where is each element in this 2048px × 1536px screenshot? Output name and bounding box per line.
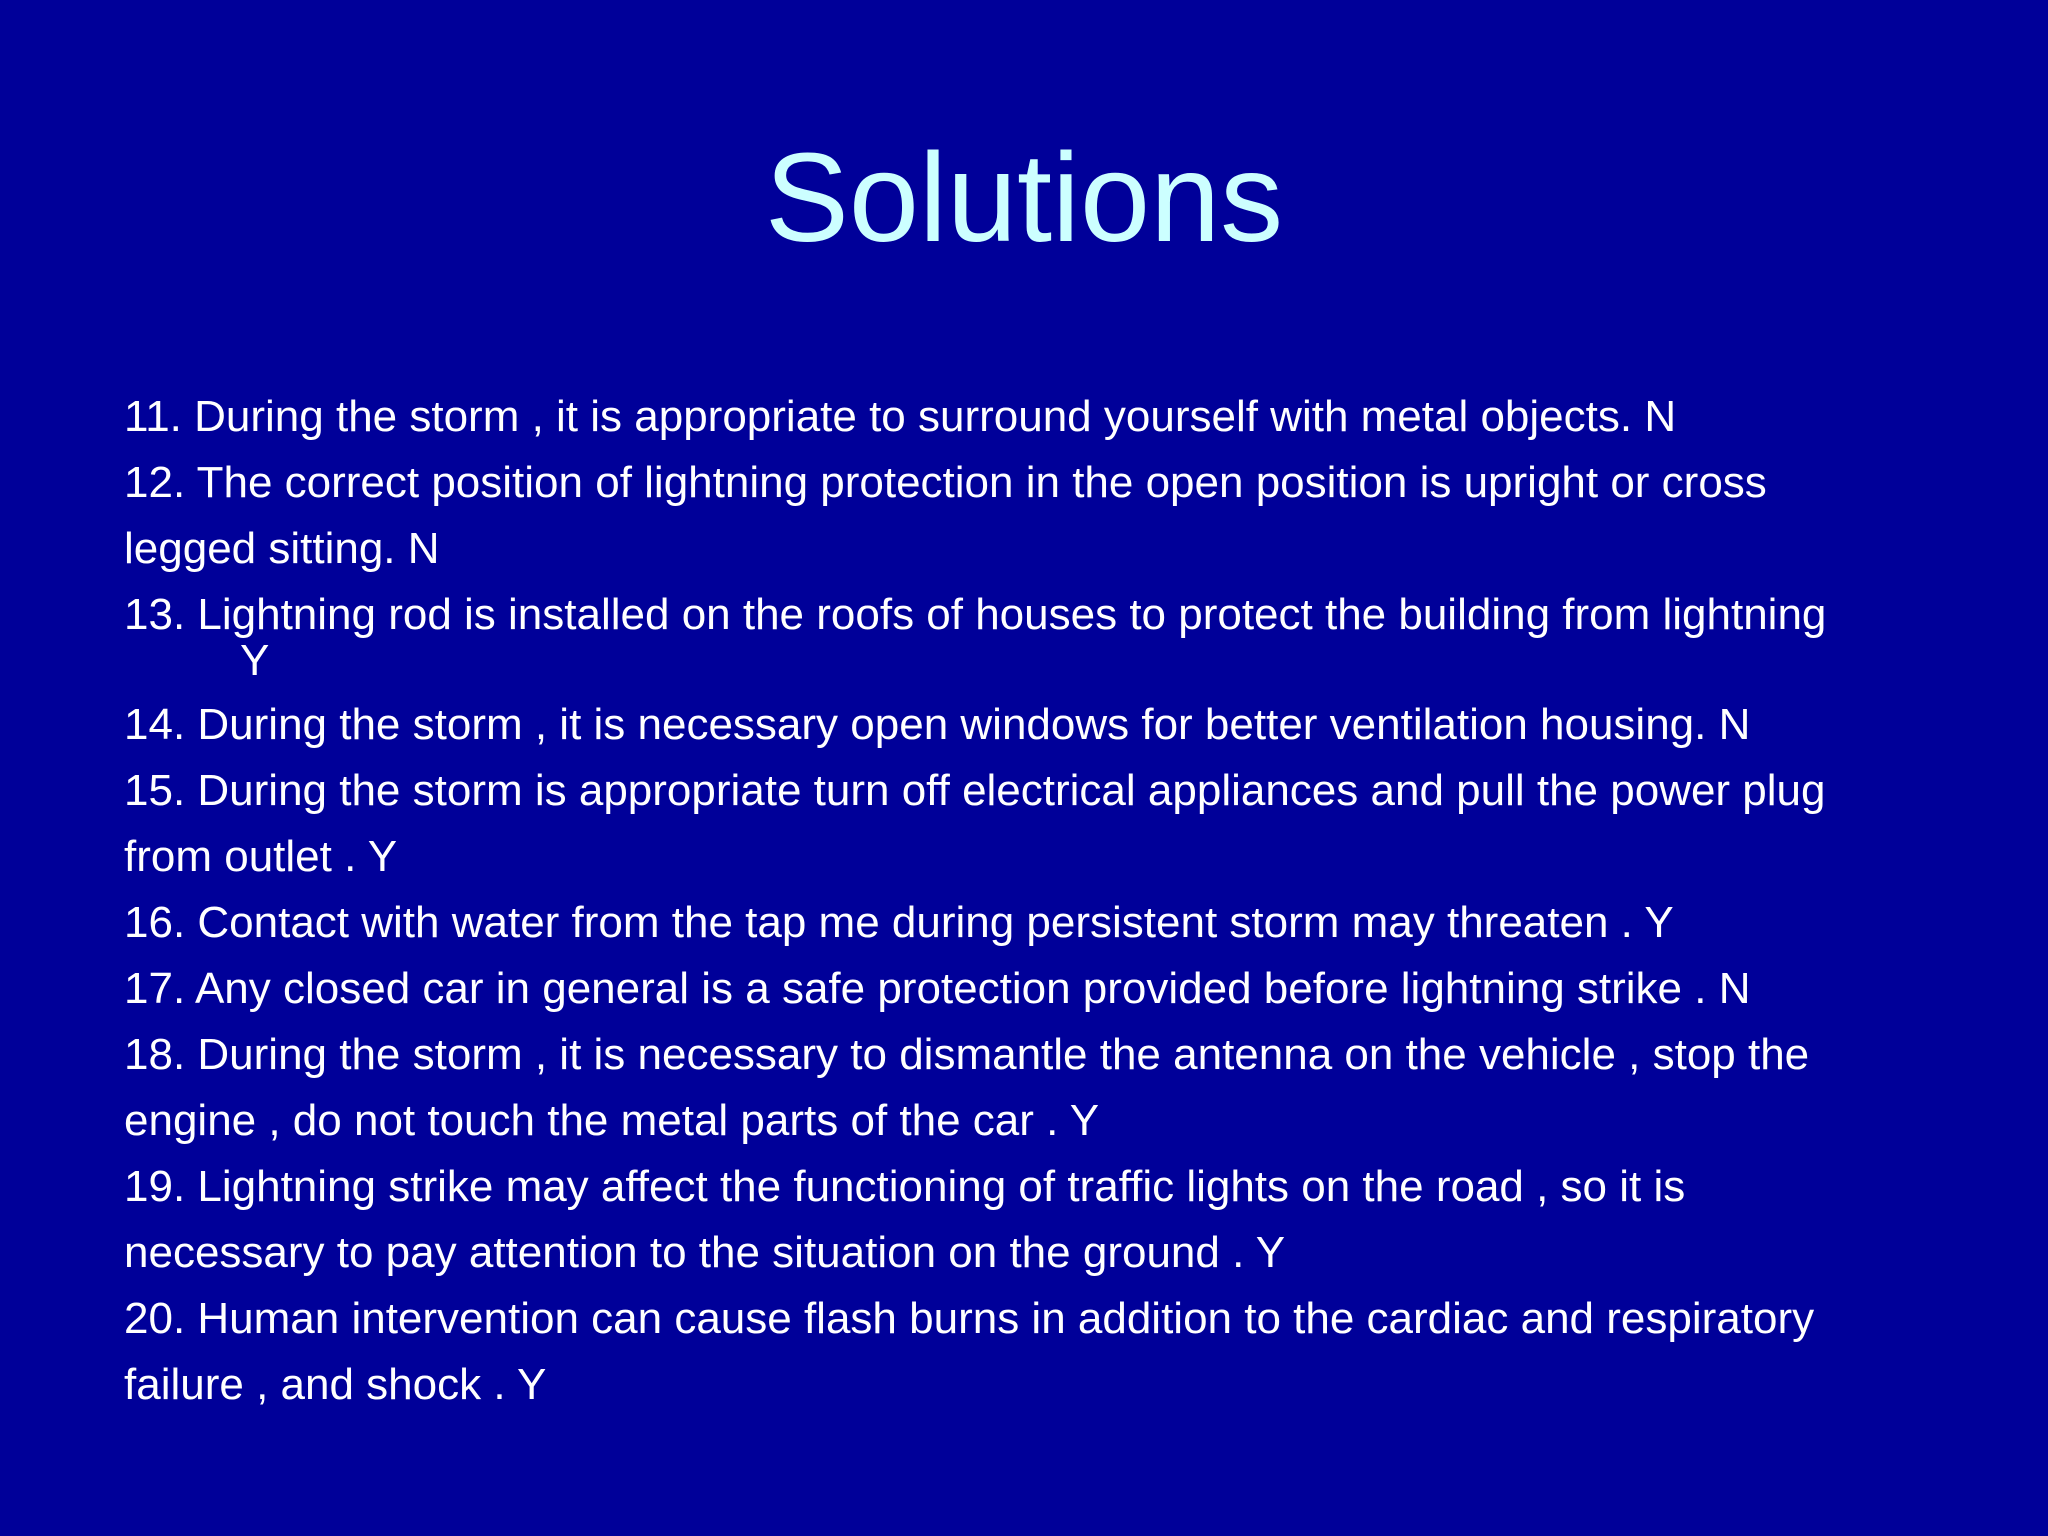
list-item-19: [124, 1154, 2004, 1286]
list-item-15: [124, 758, 2004, 890]
list-item-line: 20. Human intervention can cause flash burns in addition to the cardiac and respiratory: [124, 1294, 1815, 1343]
list-item-16: [124, 890, 2004, 956]
list-item-13: [124, 582, 2004, 686]
list-item-line: 13. Lightning rod is installed on the roofs of houses to protect the building from lightning: [124, 590, 1827, 639]
list-item-line: 11. During the storm , it is appropriate to surround yourself with metal objects. N: [124, 392, 1677, 441]
list-item-11: [124, 384, 2004, 450]
list-item-line: necessary to pay attention to the situation on the ground . Y: [124, 1228, 1286, 1277]
list-item-answer: Y: [240, 636, 270, 685]
list-item-17: [124, 956, 2004, 1022]
list-item-line: failure , and shock . Y: [124, 1360, 547, 1409]
list-item-18: [124, 1022, 2004, 1154]
list-item-line: engine , do not touch the metal parts of the car . Y: [124, 1096, 1100, 1145]
list-item-line: 17. Any closed car in general is a safe protection provided before lightning strike . N: [124, 964, 1751, 1013]
list-item-line: 18. During the storm , it is necessary to dismantle the antenna on the vehicle , stop the: [124, 1030, 1810, 1079]
list-item-12: [124, 450, 2004, 582]
solutions-list: [124, 384, 2004, 1418]
list-item-line: 12. The correct position of lightning protection in the open position is upright or cross: [124, 458, 1767, 507]
list-item-line: 16. Contact with water from the tap me during persistent storm may threaten . Y: [124, 898, 1674, 947]
list-item-line: 19. Lightning strike may affect the functioning of traffic lights on the road , so it is: [124, 1162, 1686, 1211]
list-item-14: [124, 692, 2004, 758]
list-item-line: 15. During the storm is appropriate turn off electrical appliances and pull the power plug: [124, 766, 1826, 815]
list-item-line: legged sitting. N: [124, 524, 440, 573]
slide-title: Solutions: [764, 127, 1284, 268]
list-item-line: 14. During the storm , it is necessary open windows for better ventilation housing. N: [124, 700, 1751, 749]
list-item-20: [124, 1286, 2004, 1418]
list-item-line: from outlet . Y: [124, 832, 398, 881]
